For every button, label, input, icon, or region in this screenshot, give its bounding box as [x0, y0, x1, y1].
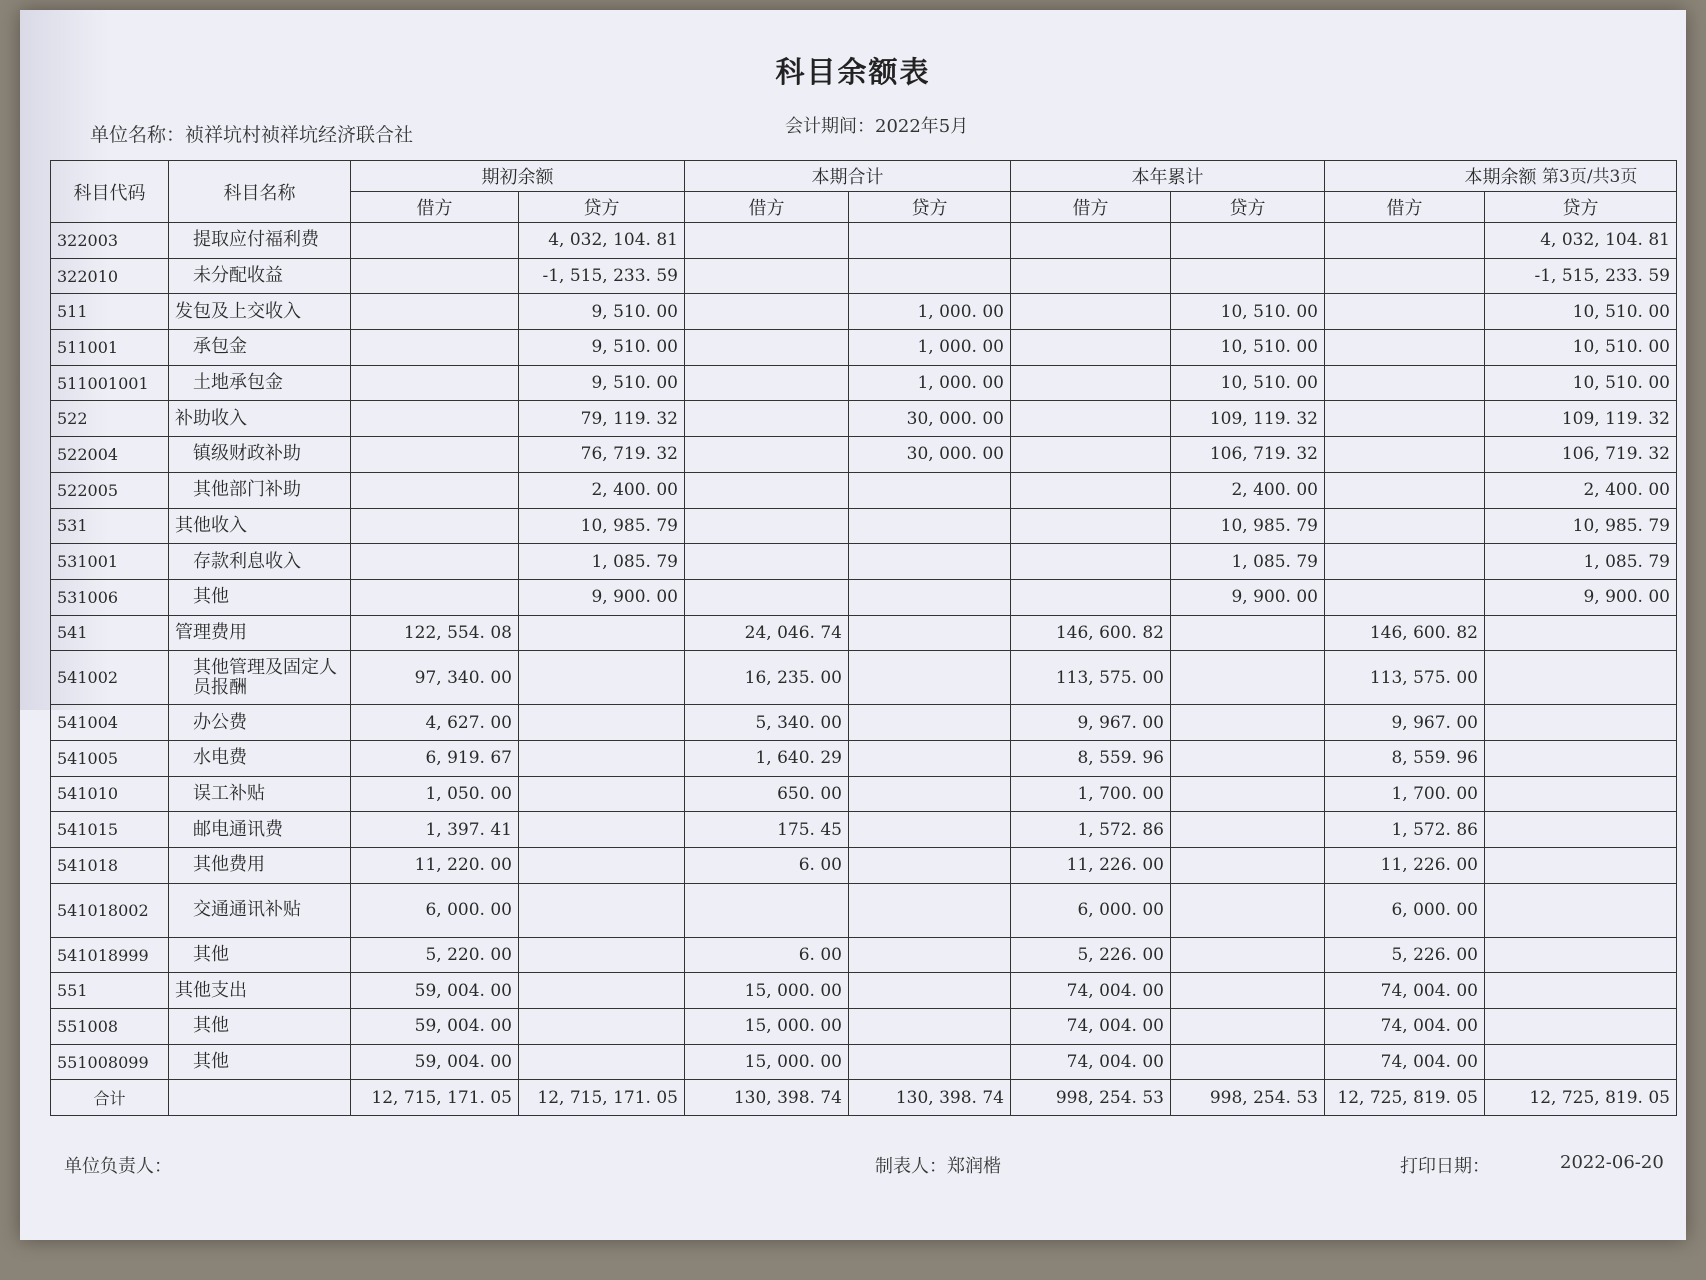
- closing-credit: 10, 985. 79: [1485, 508, 1677, 544]
- year-debit: [1011, 330, 1171, 366]
- closing-debit: 1, 700. 00: [1325, 776, 1485, 812]
- table-row: [51, 848, 1677, 884]
- opening-credit: [519, 1009, 685, 1045]
- footer-preparer: 制表人：郑润楷: [875, 1156, 1001, 1177]
- closing-credit: [1485, 651, 1677, 705]
- opening-debit: 6, 919. 67: [351, 740, 519, 776]
- account-code: 522005: [51, 472, 169, 508]
- opening-debit: 59, 004. 00: [351, 973, 519, 1009]
- header-opening-balance: 期初余额: [351, 161, 685, 192]
- closing-credit: 10, 510. 00: [1485, 294, 1677, 330]
- period-debit: [685, 437, 849, 473]
- opening-debit: 122, 554. 08: [351, 615, 519, 651]
- table-row: [51, 437, 1677, 473]
- account-name: 发包及上交收入: [169, 294, 351, 330]
- period-debit: 650. 00: [685, 776, 849, 812]
- opening-credit: 9, 510. 00: [519, 365, 685, 401]
- header-name: 科目名称: [169, 161, 351, 223]
- year-debit: 1, 572. 86: [1011, 812, 1171, 848]
- period-credit: [849, 973, 1011, 1009]
- year-debit: 11, 226. 00: [1011, 848, 1171, 884]
- closing-credit: [1485, 1044, 1677, 1080]
- closing-credit: 109, 119. 32: [1485, 401, 1677, 437]
- opening-debit: 1, 397. 41: [351, 812, 519, 848]
- year-debit: 74, 004. 00: [1011, 1009, 1171, 1045]
- opening-debit: [351, 365, 519, 401]
- period-debit: 175. 45: [685, 812, 849, 848]
- total-name-cell: [169, 1080, 351, 1116]
- account-code: 531006: [51, 579, 169, 615]
- account-code: 551008099: [51, 1044, 169, 1080]
- total-label: 合计: [51, 1080, 169, 1116]
- closing-debit: 11, 226. 00: [1325, 848, 1485, 884]
- account-code: 551: [51, 973, 169, 1009]
- table-body: [51, 223, 1677, 1116]
- period-debit: [685, 223, 849, 259]
- year-credit: [1171, 812, 1325, 848]
- account-code: 522: [51, 401, 169, 437]
- opening-credit: 9, 510. 00: [519, 294, 685, 330]
- period-credit: [849, 223, 1011, 259]
- account-name: 其他管理及固定人员报酬: [169, 651, 351, 705]
- period-debit: [685, 508, 849, 544]
- year-credit: 106, 719. 32: [1171, 437, 1325, 473]
- year-debit: 74, 004. 00: [1011, 973, 1171, 1009]
- total-row: [51, 1080, 1677, 1116]
- table-row: [51, 883, 1677, 937]
- account-name: 土地承包金: [169, 365, 351, 401]
- year-credit: [1171, 937, 1325, 973]
- header-credit: 贷方: [1171, 192, 1325, 223]
- period-credit: [849, 883, 1011, 937]
- opening-credit: 9, 510. 00: [519, 330, 685, 366]
- year-debit: [1011, 437, 1171, 473]
- opening-debit: 4, 627. 00: [351, 705, 519, 741]
- header-debit: 借方: [685, 192, 849, 223]
- year-credit: [1171, 776, 1325, 812]
- table-row: [51, 365, 1677, 401]
- opening-credit: -1, 515, 233. 59: [519, 258, 685, 294]
- year-debit: [1011, 223, 1171, 259]
- year-credit: [1171, 1044, 1325, 1080]
- total-period-debit: 130, 398. 74: [685, 1080, 849, 1116]
- period-debit: 16, 235. 00: [685, 651, 849, 705]
- year-credit: 9, 900. 00: [1171, 579, 1325, 615]
- opening-debit: 97, 340. 00: [351, 651, 519, 705]
- account-name: 提取应付福利费: [169, 223, 351, 259]
- opening-debit: 59, 004. 00: [351, 1009, 519, 1045]
- year-debit: 113, 575. 00: [1011, 651, 1171, 705]
- period-credit: [849, 937, 1011, 973]
- year-debit: [1011, 508, 1171, 544]
- period-debit: 6. 00: [685, 848, 849, 884]
- opening-debit: [351, 544, 519, 580]
- period-debit: 5, 340. 00: [685, 705, 849, 741]
- opening-credit: 10, 985. 79: [519, 508, 685, 544]
- closing-credit: 4, 032, 104. 81: [1485, 223, 1677, 259]
- account-name: 误工补贴: [169, 776, 351, 812]
- table-row: [51, 812, 1677, 848]
- opening-debit: 1, 050. 00: [351, 776, 519, 812]
- opening-credit: [519, 937, 685, 973]
- closing-credit: 2, 400. 00: [1485, 472, 1677, 508]
- account-code: 541: [51, 615, 169, 651]
- opening-credit: [519, 740, 685, 776]
- opening-debit: [351, 258, 519, 294]
- year-credit: [1171, 651, 1325, 705]
- closing-credit: [1485, 740, 1677, 776]
- year-debit: 1, 700. 00: [1011, 776, 1171, 812]
- footer-print-label: 打印日期：: [1400, 1156, 1490, 1177]
- footer-responsible: 单位负责人：: [64, 1156, 172, 1177]
- total-year-debit: 998, 254. 53: [1011, 1080, 1171, 1116]
- closing-debit: 8, 559. 96: [1325, 740, 1485, 776]
- closing-debit: [1325, 437, 1485, 473]
- opening-credit: [519, 615, 685, 651]
- period-credit: 30, 000. 00: [849, 401, 1011, 437]
- account-name: 管理费用: [169, 615, 351, 651]
- closing-debit: 74, 004. 00: [1325, 1044, 1485, 1080]
- period-debit: [685, 401, 849, 437]
- closing-debit: [1325, 579, 1485, 615]
- closing-credit: [1485, 883, 1677, 937]
- period-debit: [685, 883, 849, 937]
- period-debit: [685, 544, 849, 580]
- table-row: [51, 973, 1677, 1009]
- opening-debit: 5, 220. 00: [351, 937, 519, 973]
- header-debit: 借方: [1325, 192, 1485, 223]
- period-debit: 6. 00: [685, 937, 849, 973]
- period-credit: [849, 812, 1011, 848]
- account-code: 511001: [51, 330, 169, 366]
- account-name: 其他费用: [169, 848, 351, 884]
- closing-debit: [1325, 294, 1485, 330]
- closing-debit: 1, 572. 86: [1325, 812, 1485, 848]
- closing-credit: 1, 085. 79: [1485, 544, 1677, 580]
- closing-debit: [1325, 401, 1485, 437]
- year-debit: [1011, 365, 1171, 401]
- period-debit: [685, 294, 849, 330]
- opening-credit: 4, 032, 104. 81: [519, 223, 685, 259]
- closing-debit: [1325, 258, 1485, 294]
- account-code: 531: [51, 508, 169, 544]
- table-row: [51, 651, 1677, 705]
- account-code: 511001001: [51, 365, 169, 401]
- year-credit: [1171, 705, 1325, 741]
- opening-credit: [519, 812, 685, 848]
- opening-credit: [519, 848, 685, 884]
- account-code: 541018: [51, 848, 169, 884]
- closing-credit: [1485, 776, 1677, 812]
- table-row: [51, 705, 1677, 741]
- period-credit: [849, 651, 1011, 705]
- closing-debit: 6, 000. 00: [1325, 883, 1485, 937]
- period-debit: 15, 000. 00: [685, 1009, 849, 1045]
- closing-credit: [1485, 705, 1677, 741]
- period-credit: [849, 544, 1011, 580]
- year-debit: 8, 559. 96: [1011, 740, 1171, 776]
- period-debit: [685, 365, 849, 401]
- year-debit: [1011, 294, 1171, 330]
- period-credit: [849, 848, 1011, 884]
- table-row: [51, 776, 1677, 812]
- year-debit: 5, 226. 00: [1011, 937, 1171, 973]
- closing-debit: 5, 226. 00: [1325, 937, 1485, 973]
- period-credit: [849, 776, 1011, 812]
- account-name: 邮电通讯费: [169, 812, 351, 848]
- period-debit: [685, 579, 849, 615]
- table-row: [51, 1009, 1677, 1045]
- period-credit: [849, 472, 1011, 508]
- account-code: 511: [51, 294, 169, 330]
- period-credit: [849, 705, 1011, 741]
- account-code: 322003: [51, 223, 169, 259]
- opening-debit: [351, 330, 519, 366]
- opening-credit: [519, 651, 685, 705]
- account-code: 551008: [51, 1009, 169, 1045]
- closing-credit: 106, 719. 32: [1485, 437, 1677, 473]
- year-credit: [1171, 615, 1325, 651]
- year-credit: [1171, 973, 1325, 1009]
- closing-debit: [1325, 472, 1485, 508]
- year-debit: [1011, 579, 1171, 615]
- year-credit: 109, 119. 32: [1171, 401, 1325, 437]
- table-row: [51, 330, 1677, 366]
- closing-debit: 9, 967. 00: [1325, 705, 1485, 741]
- opening-debit: [351, 508, 519, 544]
- closing-credit: [1485, 937, 1677, 973]
- table-row: [51, 294, 1677, 330]
- year-credit: 10, 985. 79: [1171, 508, 1325, 544]
- year-credit: 1, 085. 79: [1171, 544, 1325, 580]
- period-credit: 30, 000. 00: [849, 437, 1011, 473]
- table-row: [51, 258, 1677, 294]
- account-name: 办公费: [169, 705, 351, 741]
- period-credit: [849, 258, 1011, 294]
- total-closing-credit: 12, 725, 819. 05: [1485, 1080, 1677, 1116]
- accounting-period: 会计期间：2022年5月: [785, 116, 969, 137]
- table-row: [51, 740, 1677, 776]
- period-debit: 15, 000. 00: [685, 973, 849, 1009]
- year-debit: [1011, 401, 1171, 437]
- header-code: 科目代码: [51, 161, 169, 223]
- header-debit: 借方: [351, 192, 519, 223]
- closing-debit: [1325, 544, 1485, 580]
- closing-debit: [1325, 508, 1485, 544]
- table-row: [51, 544, 1677, 580]
- closing-credit: -1, 515, 233. 59: [1485, 258, 1677, 294]
- closing-credit: [1485, 812, 1677, 848]
- opening-credit: [519, 973, 685, 1009]
- account-name: 其他: [169, 937, 351, 973]
- period-debit: 24, 046. 74: [685, 615, 849, 651]
- year-credit: 10, 510. 00: [1171, 294, 1325, 330]
- balance-table: [50, 160, 1677, 1116]
- year-debit: 74, 004. 00: [1011, 1044, 1171, 1080]
- header-credit: 贷方: [519, 192, 685, 223]
- account-code: 541015: [51, 812, 169, 848]
- account-name: 交通通讯补贴: [169, 883, 351, 937]
- closing-debit: 113, 575. 00: [1325, 651, 1485, 705]
- opening-debit: 11, 220. 00: [351, 848, 519, 884]
- account-code: 541005: [51, 740, 169, 776]
- table-row: [51, 401, 1677, 437]
- account-code: 541004: [51, 705, 169, 741]
- year-debit: 6, 000. 00: [1011, 883, 1171, 937]
- total-opening-debit: 12, 715, 171. 05: [351, 1080, 519, 1116]
- total-period-credit: 130, 398. 74: [849, 1080, 1011, 1116]
- account-name: 补助收入: [169, 401, 351, 437]
- account-name: 其他: [169, 579, 351, 615]
- period-debit: 15, 000. 00: [685, 1044, 849, 1080]
- table-row: [51, 472, 1677, 508]
- opening-debit: [351, 223, 519, 259]
- closing-credit: [1485, 973, 1677, 1009]
- account-code: 541018999: [51, 937, 169, 973]
- year-debit: [1011, 472, 1171, 508]
- year-credit: 10, 510. 00: [1171, 365, 1325, 401]
- year-credit: [1171, 258, 1325, 294]
- period-credit: [849, 615, 1011, 651]
- period-credit: [849, 579, 1011, 615]
- account-code: 541010: [51, 776, 169, 812]
- period-credit: 1, 000. 00: [849, 294, 1011, 330]
- account-name: 其他部门补助: [169, 472, 351, 508]
- opening-credit: [519, 705, 685, 741]
- table-row: [51, 579, 1677, 615]
- account-code: 531001: [51, 544, 169, 580]
- account-name: 其他支出: [169, 973, 351, 1009]
- closing-credit: 10, 510. 00: [1485, 330, 1677, 366]
- opening-credit: [519, 776, 685, 812]
- period-debit: [685, 258, 849, 294]
- account-name: 未分配收益: [169, 258, 351, 294]
- account-name: 其他: [169, 1044, 351, 1080]
- year-credit: 2, 400. 00: [1171, 472, 1325, 508]
- total-year-credit: 998, 254. 53: [1171, 1080, 1325, 1116]
- table-row: [51, 937, 1677, 973]
- period-credit: [849, 740, 1011, 776]
- period-credit: [849, 1009, 1011, 1045]
- opening-debit: [351, 472, 519, 508]
- closing-credit: [1485, 1009, 1677, 1045]
- closing-credit: 10, 510. 00: [1485, 365, 1677, 401]
- closing-debit: 146, 600. 82: [1325, 615, 1485, 651]
- account-name: 镇级财政补助: [169, 437, 351, 473]
- opening-debit: [351, 437, 519, 473]
- period-debit: 1, 640. 29: [685, 740, 849, 776]
- document-page: [20, 10, 1686, 1240]
- account-code: 541018002: [51, 883, 169, 937]
- year-credit: [1171, 223, 1325, 259]
- account-code: 541002: [51, 651, 169, 705]
- year-credit: [1171, 1009, 1325, 1045]
- opening-debit: 6, 000. 00: [351, 883, 519, 937]
- opening-credit: 2, 400. 00: [519, 472, 685, 508]
- table-row: [51, 508, 1677, 544]
- opening-credit: 1, 085. 79: [519, 544, 685, 580]
- period-credit: [849, 508, 1011, 544]
- year-credit: 10, 510. 00: [1171, 330, 1325, 366]
- opening-debit: [351, 579, 519, 615]
- opening-debit: 59, 004. 00: [351, 1044, 519, 1080]
- year-debit: 146, 600. 82: [1011, 615, 1171, 651]
- year-debit: [1011, 258, 1171, 294]
- total-closing-debit: 12, 725, 819. 05: [1325, 1080, 1485, 1116]
- closing-debit: [1325, 223, 1485, 259]
- closing-debit: 74, 004. 00: [1325, 1009, 1485, 1045]
- closing-credit: [1485, 848, 1677, 884]
- page-number: 第3页/共3页: [1542, 167, 1638, 187]
- opening-credit: 79, 119. 32: [519, 401, 685, 437]
- opening-credit: 9, 900. 00: [519, 579, 685, 615]
- year-credit: [1171, 883, 1325, 937]
- period-credit: 1, 000. 00: [849, 365, 1011, 401]
- header-debit: 借方: [1011, 192, 1171, 223]
- year-debit: [1011, 544, 1171, 580]
- unit-name: 单位名称：祯祥坑村祯祥坑经济联合社: [90, 124, 414, 146]
- year-credit: [1171, 740, 1325, 776]
- header-credit: 贷方: [849, 192, 1011, 223]
- header-closing-balance: 本期余额: [1325, 161, 1677, 192]
- period-credit: [849, 1044, 1011, 1080]
- page-title: 科目余额表: [775, 55, 931, 89]
- opening-credit: 76, 719. 32: [519, 437, 685, 473]
- opening-credit: [519, 1044, 685, 1080]
- table-row: [51, 1044, 1677, 1080]
- closing-credit: 9, 900. 00: [1485, 579, 1677, 615]
- opening-debit: [351, 401, 519, 437]
- closing-debit: [1325, 330, 1485, 366]
- account-name: 其他收入: [169, 508, 351, 544]
- period-debit: [685, 472, 849, 508]
- period-credit: 1, 000. 00: [849, 330, 1011, 366]
- account-code: 322010: [51, 258, 169, 294]
- closing-debit: 74, 004. 00: [1325, 973, 1485, 1009]
- closing-debit: [1325, 365, 1485, 401]
- footer-print-date: 2022-06-20: [1560, 1152, 1664, 1173]
- table-row: [51, 615, 1677, 651]
- account-name: 其他: [169, 1009, 351, 1045]
- account-code: 522004: [51, 437, 169, 473]
- year-credit: [1171, 848, 1325, 884]
- table-row: [51, 223, 1677, 259]
- header-period-total: 本期合计: [685, 161, 1011, 192]
- account-name: 水电费: [169, 740, 351, 776]
- header-row-groups: [51, 161, 1677, 192]
- header-year-cumulative: 本年累计: [1011, 161, 1325, 192]
- account-name: 承包金: [169, 330, 351, 366]
- closing-credit: [1485, 615, 1677, 651]
- year-debit: 9, 967. 00: [1011, 705, 1171, 741]
- opening-debit: [351, 294, 519, 330]
- total-opening-credit: 12, 715, 171. 05: [519, 1080, 685, 1116]
- account-name: 存款利息收入: [169, 544, 351, 580]
- opening-credit: [519, 883, 685, 937]
- header-credit: 贷方: [1485, 192, 1677, 223]
- period-debit: [685, 330, 849, 366]
